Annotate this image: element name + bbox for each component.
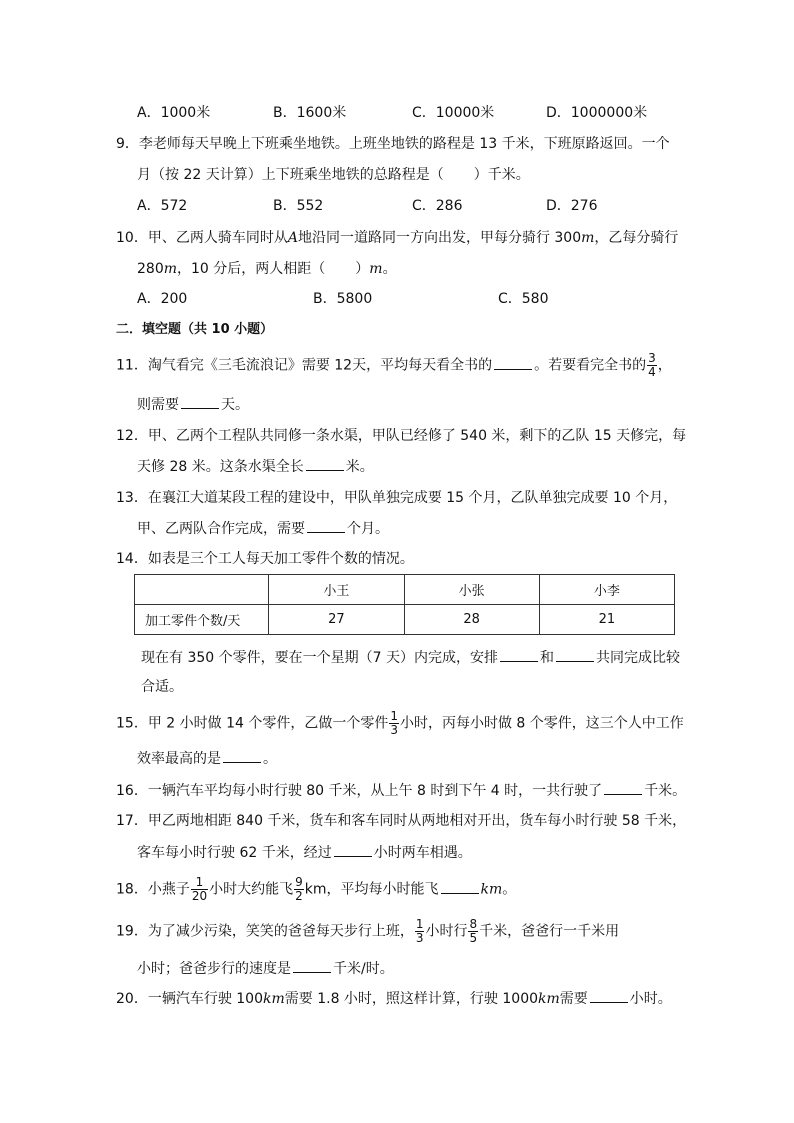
q9-text-b: ）千米。 <box>473 167 530 183</box>
q19-text-d: 小时；爸爸步行的速度是 <box>137 961 291 977</box>
q20-unit-km-1: km <box>263 991 285 1007</box>
q16-line-1 <box>116 780 686 801</box>
q11-fraction <box>647 352 657 379</box>
table-cell: 27 <box>269 605 404 635</box>
q18-text-b: 小时大约能飞 <box>209 881 294 898</box>
q20-line-1 <box>116 988 672 1009</box>
q10-unit-m-2: m <box>163 261 178 277</box>
q20-text-c: 需要 <box>559 991 588 1007</box>
q10-line-1 <box>116 228 678 248</box>
q12-line-2 <box>137 456 374 477</box>
q12-line-1: 12．甲、乙两个工程队共同修一条水渠，甲队已经修了 540 米，剩下的乙队 15 天修完，每 <box>116 428 687 444</box>
q13-line-2 <box>137 518 389 539</box>
q14-text-b: 和 <box>539 650 554 666</box>
section-title-fill-in: 二．填空题（共 10 小题） <box>116 322 274 337</box>
q18-fraction-1 <box>191 876 208 903</box>
table-header-cell: 小张 <box>404 575 539 605</box>
q18-blank[interactable] <box>441 879 479 894</box>
q12-text-a: 天修 28 米。这条水渠全长 <box>137 459 304 475</box>
q18-unit-km-1: km <box>304 881 327 898</box>
q8-option-c[interactable]: C．10000米 <box>412 105 495 121</box>
q19-text-c: 千米，爸爸行一千米用 <box>479 923 620 940</box>
q10-option-a[interactable]: A．200 <box>137 291 188 307</box>
fraction-numerator: 1 <box>390 709 398 723</box>
q15-text-c: 效率最高的是 <box>137 751 221 767</box>
q9-option-d[interactable]: D．276 <box>546 198 598 214</box>
q19-fraction-1 <box>415 918 425 945</box>
q10-text-a: 10．甲、乙两人骑车同时从 <box>116 230 288 246</box>
table-header-cell: 小王 <box>269 575 404 605</box>
q11-text-a: 11．淘气看完《三毛流浪记》需要 12天，平均每天看全书的 <box>116 357 493 374</box>
q17-blank[interactable] <box>334 842 372 857</box>
fraction-denominator: 2 <box>295 889 303 903</box>
q13-text-a: 甲、乙两队合作完成，需要 <box>137 521 305 537</box>
q14-text-c: 共同完成比较 <box>595 650 680 666</box>
q19-fraction-2 <box>468 918 478 945</box>
q14-line-1: 14．如表是三个工人每天加工零件个数的情况。 <box>116 551 414 567</box>
fraction-numerator: 1 <box>415 917 424 931</box>
q10-option-b[interactable]: B．5800 <box>313 291 373 307</box>
q14-line-3: 合适。 <box>141 679 183 695</box>
q9-text-a: 月（按 22 天计算）上下班乘坐地铁的总路程是（ <box>137 167 444 183</box>
q19-text-b: 小时行 <box>425 923 468 940</box>
q16-blank[interactable] <box>604 780 642 795</box>
q8-option-b[interactable]: B．1600米 <box>273 105 347 121</box>
q11-text-d: 则需要 <box>137 397 179 413</box>
q16-text-a: 16．一辆汽车平均每小时行驶 80 千米，从上午 8 时到下午 4 时，一共行驶了 <box>116 783 603 799</box>
q10-text-b: 地沿同一道路同一方向出发，甲每分骑行 300 <box>297 230 582 246</box>
q16-text-b: 千米。 <box>644 783 687 799</box>
q17-line-2 <box>137 842 472 863</box>
fraction-denominator: 3 <box>415 931 424 945</box>
table-cell: 28 <box>404 605 539 635</box>
q20-text-a: 20．一辆汽车行驶 100 <box>116 991 263 1007</box>
worker-parts-table <box>134 574 675 635</box>
table-header-cell: 小李 <box>539 575 674 605</box>
q18-text-c: ，平均每小时能飞 <box>326 881 439 898</box>
q10-place-a: A <box>287 230 298 246</box>
fraction-denominator: 5 <box>469 931 478 945</box>
q15-blank[interactable] <box>223 748 261 763</box>
q17-text-b: 小时两车相遇。 <box>373 845 472 861</box>
fraction-numerator: 8 <box>469 917 478 931</box>
fraction-denominator: 3 <box>390 723 398 737</box>
table-header-row <box>135 575 675 605</box>
q15-line-1 <box>116 710 684 737</box>
q18-fraction-2 <box>294 876 304 903</box>
q18-line-1 <box>116 876 516 903</box>
q14-line-2 <box>141 647 680 668</box>
q19-blank[interactable] <box>293 958 331 973</box>
q15-line-2 <box>137 748 277 769</box>
q9-option-a[interactable]: A．572 <box>137 198 188 214</box>
q13-line-1: 13．在襄江大道某段工程的建设中，甲队单独完成要 15 个月，乙队单独完成要 10 个月， <box>116 490 678 506</box>
fraction-numerator: 3 <box>648 351 656 365</box>
q10-option-c[interactable]: C．580 <box>498 291 549 307</box>
q15-fraction <box>389 710 399 737</box>
q11-text-e: 天。 <box>221 397 249 413</box>
q12-blank[interactable] <box>306 456 344 471</box>
q9-option-c[interactable]: C．286 <box>412 198 463 214</box>
q11-blank-2[interactable] <box>181 394 219 409</box>
q10-line-2 <box>137 259 397 279</box>
q19-text-a: 19．为了减少污染，笑笑的爸爸每天步行上班， <box>116 923 414 940</box>
q10-text-e: ，10 分后，两人相距（ <box>177 261 326 277</box>
q11-blank-1[interactable] <box>494 355 532 370</box>
q8-option-d[interactable]: D．1000000米 <box>546 105 648 121</box>
q9-line-2 <box>137 165 530 185</box>
q15-text-b: 小时，丙每小时做 8 个零件，这三个人中工作 <box>399 715 684 732</box>
fraction-numerator: 9 <box>295 875 303 889</box>
q13-text-b: 个月。 <box>347 521 389 537</box>
fraction-denominator: 20 <box>191 889 208 903</box>
q18-unit-km-2: km <box>480 881 503 898</box>
q11-line-2 <box>137 394 249 415</box>
q10-text-f: ） <box>355 261 370 277</box>
table-cell: 21 <box>539 605 674 635</box>
q10-unit-m-1: m <box>581 230 595 246</box>
q19-line-1 <box>116 918 619 945</box>
q19-text-e: 千米/时。 <box>333 961 394 977</box>
q17-text-a: 客车每小时行驶 62 千米，经过 <box>137 845 332 861</box>
q10-text-c: ，乙每分骑行 <box>594 230 679 246</box>
table-header-cell <box>135 575 269 605</box>
q9-line-1: 9．李老师每天早晚上下班乘坐地铁。上班坐地铁的路程是 13 千米，下班原路返回。一个 <box>116 136 670 152</box>
q14-blank-1[interactable] <box>500 647 538 662</box>
q15-text-d: 。 <box>263 751 277 767</box>
q17-line-1: 17．甲乙两地相距 840 千米，货车和客车同时从两地相对开出，货车每小时行驶 58 千米， <box>116 813 687 829</box>
q11-text-b: 。若要看完全书的 <box>534 357 647 374</box>
table-row-label: 加工零件个数/天 <box>135 605 269 635</box>
q11-text-c: ， <box>657 357 672 374</box>
q10-text-d: 280 <box>137 261 164 277</box>
q19-line-2 <box>137 958 394 979</box>
q8-option-a[interactable]: A．1000米 <box>137 105 211 121</box>
fraction-numerator: 1 <box>191 876 208 890</box>
q15-text-a: 15．甲 2 小时做 14 个零件，乙做一个零件 <box>116 715 389 732</box>
q10-text-g: 。 <box>382 261 397 277</box>
q18-text-a: 18．小燕子 <box>116 881 190 898</box>
q18-text-d: 。 <box>502 881 517 898</box>
table-row <box>135 605 675 635</box>
q9-option-b[interactable]: B．552 <box>273 198 324 214</box>
q13-blank[interactable] <box>307 518 345 533</box>
q14-blank-2[interactable] <box>556 647 594 662</box>
q11-line-1 <box>116 352 672 379</box>
q20-blank[interactable] <box>590 988 628 1003</box>
q20-text-b: 需要 1.8 小时，照这样计算，行驶 1000 <box>284 991 539 1007</box>
q10-unit-m-3: m <box>369 261 383 277</box>
q12-text-b: 米。 <box>345 459 374 475</box>
fraction-denominator: 4 <box>648 365 656 379</box>
q20-unit-km-2: km <box>538 991 560 1007</box>
q14-text-a: 现在有 350 个零件，要在一个星期（7 天）内完成，安排 <box>141 650 498 666</box>
q20-text-d: 小时。 <box>629 991 672 1007</box>
